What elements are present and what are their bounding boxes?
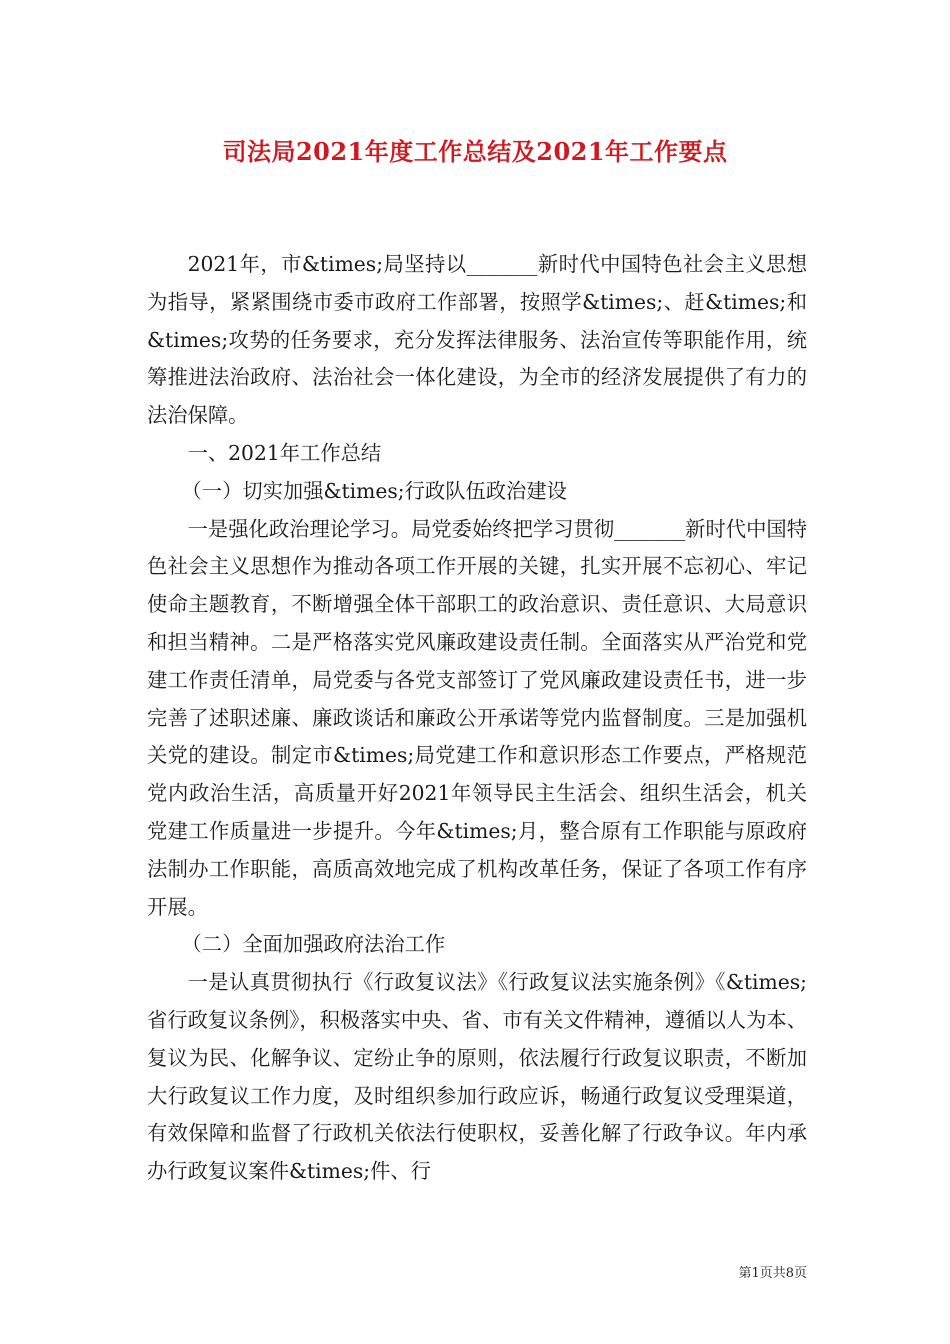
paragraph-government-law: 一是认真贯彻执行《行政复议法》《行政复议法实施条例》《&times;省行政复议条例》，积极落实中央、省、市有关文件精神，遵循以人为本、复议为民、化解争议、定纷止争的原则，依法履行行政复议职责，不断加大行政复议工作力度，及时组织参加行政应诉，畅通行政复议受理渠道，有效保障和监督了行政机关依法行使职权，妥善化解了行政争议。年内承办行政复议案件&times;件、行: [147, 970, 807, 1184]
subsection-heading-2: （二）全面加强政府法治工作: [181, 932, 446, 957]
section-heading: 一、2021年工作总结: [187, 440, 382, 465]
page-indicator: 第1页共8页: [738, 1266, 807, 1281]
document-title: 司法局2021年度工作总结及2021年工作要点: [222, 137, 728, 166]
subsection-heading-1: （一）切实加强&times;行政队伍政治建设: [181, 478, 567, 503]
paragraph-political-building: 一是强化政治理论学习。局党委始终把学习贯彻_______新时代中国特色社会主义思想作为推动各项工作开展的关键，扎实开展不忘初心、牢记使命主题教育，不断增强全体干部职工的政治意识、责任意识、大局意识和担当精神。二是严格落实党风廉政建设责任制。全面落实从严治党和党建工作责任清单，局党委与各党支部签订了党风廉政建设责任书，进一步完善了述职述廉、廉政谈话和廉政公开承诺等党内监督制度。三是加强机关党的建设。制定市&times;局党建工作和意识形态工作要点，严格规范党内政治生活，高质量开好2021年领导民主生活会、组织生活会，机关党建工作质量进一步提升。今年&times;月，整合原有工作职能与原政府法制办工作职能，高质高效地完成了机构改革任务，保证了各项工作有序开展。: [147, 516, 807, 919]
document-body: [147, 246, 807, 1191]
paragraph-intro: 2021年，市&times;局坚持以_______新时代中国特色社会主义思想为指导，紧紧围绕市委市政府工作部署，按照学&times;、赶&times;和&times;攻势的任务要求，充分发挥法律服务、法治宣传等职能作用，统筹推进法治政府、法治社会一体化建设，为全市的经济发展提供了有力的法治保障。: [147, 252, 807, 428]
